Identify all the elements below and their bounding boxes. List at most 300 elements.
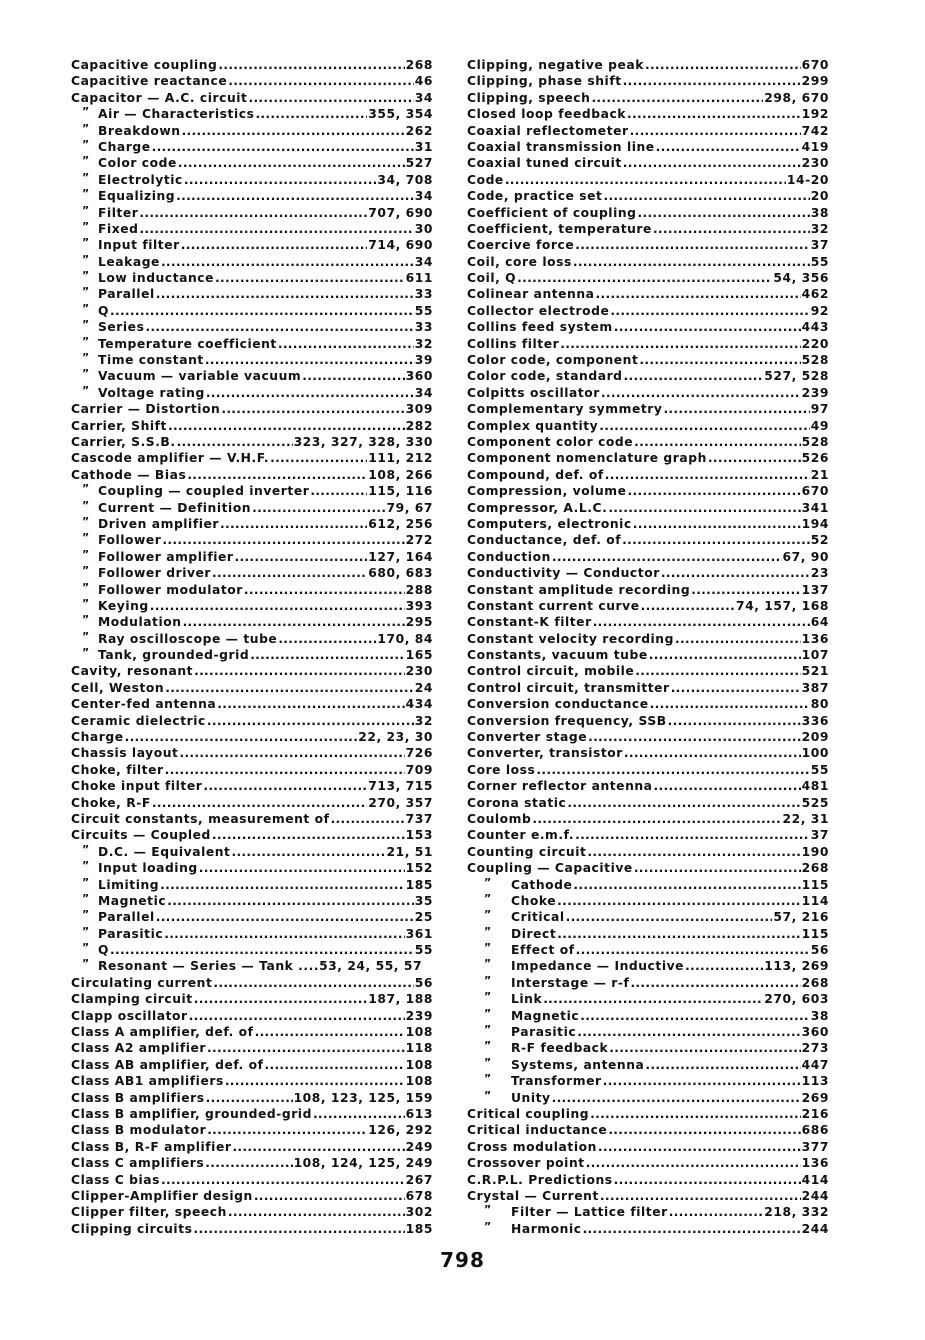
index-term: Capacitive coupling [71,58,218,72]
page-references: 194 [801,516,829,531]
page-references: 707, 690 [368,205,433,220]
page-references: 108 [405,1057,433,1072]
dot-leader [630,123,801,139]
dot-leader [557,893,801,909]
index-term: C.R.P.L. Predictions [467,1172,613,1187]
dot-leader [252,500,385,516]
page-references: 33 [414,320,433,335]
dot-leader [265,1057,405,1073]
index-term: ” Temperature coefficient [90,336,277,352]
page-references: 239 [405,1008,433,1023]
dot-leader [207,1122,367,1138]
index-entry [71,975,433,991]
index-entry [71,434,433,450]
index-term: Class A amplifier, def. of [71,1025,254,1040]
page-references: 114 [801,893,829,908]
page-references: 20 [810,189,829,204]
dot-leader [110,303,414,319]
page-references: 218, 332 [764,1205,829,1220]
page-references: 447 [801,1057,829,1072]
page-references: 74, 157, 168 [736,598,829,613]
index-entry [71,598,433,614]
dot-leader [653,221,810,237]
index-term: Capacitive reactance [71,74,228,89]
index-entry [467,663,829,679]
index-term: Carrier, S.S.B. [71,434,176,449]
index-entry [467,811,829,827]
index-term: Choke, R-F [71,795,151,810]
dot-leader [685,958,763,974]
index-term: Capacitor — A.C. circuit [71,90,248,105]
index-term: Clipping, phase shift [467,74,622,89]
index-entry [467,1204,829,1220]
index-entry [71,1172,433,1188]
index-entry [71,483,433,499]
dot-leader [623,155,801,171]
dot-leader [624,368,764,384]
index-entry [467,1188,829,1204]
index-entry [467,319,829,335]
dot-leader [505,172,786,188]
index-term: Compressor, A.L.C. [467,500,608,515]
index-entry [467,172,829,188]
index-entry [71,942,433,958]
dot-leader [207,713,414,729]
dot-leader [125,729,358,745]
index-term: Compound, def. of [467,467,604,482]
index-term: Coefficient, temperature [467,221,652,236]
index-term: Conductance, def. of [467,533,622,548]
dot-leader [139,221,413,237]
page-references: 192 [801,107,829,122]
index-entry [467,57,829,73]
index-term: ” Series [90,319,144,335]
dot-leader [552,1090,801,1106]
page-references: 34, 708 [377,172,433,187]
dot-leader [228,1204,405,1220]
index-entry [71,795,433,811]
page-references: 268 [405,58,433,72]
dot-leader [605,467,810,483]
index-entry [71,745,433,761]
page-references: 137 [801,582,829,597]
index-entry [71,631,433,647]
page-references: 323, 327, 328, 330 [293,434,433,449]
index-term: ” Follower amplifier [90,549,234,565]
dot-leader [278,336,414,352]
index-term: ” Cathode [484,877,572,893]
index-term: ” Air — Characteristics [90,106,254,122]
dot-leader [255,1024,405,1040]
index-term: Constants, vacuum tube [467,648,648,663]
index-entry [71,614,433,630]
dot-leader [601,385,801,401]
page-references: 107 [801,648,829,663]
page-references: 230 [801,156,829,171]
dot-leader [218,57,404,73]
index-term: Class B amplifiers [71,1090,205,1105]
page-references: 272 [405,533,433,548]
index-term: Constant current curve [467,598,640,613]
index-entry [71,1040,433,1056]
dot-leader [603,1073,801,1089]
index-term: Crystal — Current [467,1188,599,1203]
page-references: 37 [810,828,829,843]
dot-leader [577,1024,800,1040]
page-references: 118 [405,1041,433,1056]
page-references: 55 [414,943,433,958]
index-term: Class AB amplifier, def. of [71,1057,264,1072]
index-term: Coaxial transmission line [467,139,655,154]
dot-leader [152,795,367,811]
index-term: ” Magnetic [90,893,166,909]
index-term: Coaxial tuned circuit [467,156,622,171]
page-references: 25 [414,910,433,925]
page-references: 377 [801,1139,829,1154]
index-term: ” Systems, antenna [484,1057,644,1073]
index-term: Complex quantity [467,418,599,433]
page-references: 613 [405,1107,433,1121]
page-references: 32 [810,221,829,236]
index-entry [71,926,433,942]
page-references: 22, 23, 30 [358,730,433,745]
index-term: Clapp oscillator [71,1008,188,1023]
index-term: Converter, transistor [467,746,623,761]
page-references: 361 [405,926,433,941]
dot-leader [194,991,368,1007]
page-references: 270, 603 [764,992,829,1007]
index-entry [467,270,829,286]
dot-leader [235,549,368,565]
index-term: Constant amplitude recording [467,582,691,597]
page-references: 57, 216 [773,910,829,925]
dot-leader [161,1172,405,1188]
index-term: ” D.C. — Equivalent [90,844,230,860]
index-term: ” Interstage — r-f [484,975,629,991]
dot-leader [160,877,405,893]
dot-leader [177,434,293,450]
dot-leader [205,1155,292,1171]
dot-leader [165,680,414,696]
index-entry [467,1024,829,1040]
page-references: 336 [801,713,829,728]
dot-leader [669,1204,764,1220]
page-references: 230 [405,664,433,679]
page-references: 32 [414,336,433,351]
index-term: Clipping circuits [71,1221,193,1236]
index-entry [467,221,829,237]
index-entry [71,582,433,598]
dot-leader [181,237,368,253]
dot-leader [661,565,810,581]
page-references: 299 [801,74,829,89]
page-references: 611 [405,271,433,286]
index-entry [467,188,829,204]
index-term: ” Q [90,942,109,958]
index-term: ” Electrolytic [90,172,183,188]
index-entry [71,401,433,417]
index-term: Cavity, resonant [71,664,194,679]
dot-leader [587,844,800,860]
dot-leader [215,270,405,286]
page-references: 49 [810,418,829,433]
index-term: Constant-K filter [467,615,592,630]
page-references: 33 [414,287,433,302]
dot-leader [110,942,414,958]
page-references: 34 [414,189,433,204]
index-entry [71,860,433,876]
page-references: 136 [801,1156,829,1171]
index-entry [467,73,829,89]
page-references: 244 [801,1221,829,1236]
index-term: ” Parasitic [90,926,163,942]
page-references: 341 [801,500,829,515]
page-references: 108 [405,1025,433,1040]
index-entry [467,778,829,794]
index-entry [467,336,829,352]
page-references: 270, 357 [368,795,433,810]
index-term: ” Critical [484,909,565,925]
index-entry [71,1204,433,1220]
page-references: 185 [405,877,433,892]
page-references: 23 [810,566,829,581]
index-entry [467,418,829,434]
index-entry [71,909,433,925]
dot-leader [575,237,810,253]
index-entry [467,598,829,614]
index-term: ” Equalizing [90,188,175,204]
index-entry [71,647,433,663]
index-entry [71,549,433,565]
page-references: 360 [405,369,433,384]
index-term: ” Keying [90,598,149,614]
page-references: 35 [414,893,433,908]
index-entry [71,1057,433,1073]
page-references: 298, 670 [764,90,829,105]
index-term: Colpitts oscillator [467,385,600,400]
dot-leader [150,598,405,614]
index-entry [467,385,829,401]
dot-leader [278,631,376,647]
dot-leader [641,598,735,614]
index-entry [71,877,433,893]
page-references: 37 [810,238,829,253]
dot-leader [645,1057,800,1073]
index-entry [71,516,433,532]
page-references: 526 [801,451,829,466]
index-term: Converter stage [467,730,588,745]
index-term: Clipper filter, speech [71,1205,227,1220]
index-entry [467,1122,829,1138]
page-references: 521 [801,664,829,679]
dot-leader [543,991,763,1007]
dot-leader [576,942,810,958]
page-references: 393 [405,598,433,613]
page-references: 726 [405,746,433,761]
dot-leader [622,532,810,548]
index-term: Collins feed system [467,320,613,335]
index-term: Conduction [467,549,551,564]
index-entry [467,975,829,991]
dot-leader [194,1221,405,1237]
index-term: Color code, component [467,353,639,368]
index-entry [71,778,433,794]
index-term: Corona static [467,795,567,810]
index-term: Counting circuit [467,844,587,859]
index-term: Color code, standard [467,369,623,384]
index-term: Class A2 amplifier [71,1041,207,1056]
dot-leader [650,696,810,712]
page-references: 108, 124, 125, 249 [293,1156,433,1171]
page-references: 443 [801,320,829,335]
index-entry [467,123,829,139]
page-references: 21, 51 [386,844,433,859]
index-entry [467,844,829,860]
page-references: 481 [801,779,829,794]
dot-leader [145,319,413,335]
index-entry [467,500,829,516]
page-references: 527, 528 [764,369,829,384]
index-term: Computers, electronic [467,516,632,531]
index-entry [467,614,829,630]
dot-leader [194,663,405,679]
index-entry [467,401,829,417]
index-entry [71,368,433,384]
page-references: 387 [801,680,829,695]
index-entry [467,237,829,253]
dot-leader [654,778,801,794]
index-term: Class C amplifiers [71,1156,205,1171]
index-entry [71,991,433,1007]
dot-leader [331,811,405,827]
index-entry [467,106,829,122]
page-references: 24 [414,680,433,695]
index-entry [71,352,433,368]
dot-leader [598,1139,801,1155]
page-references: 527 [405,156,433,171]
dot-leader [588,729,801,745]
index-entry [71,336,433,352]
index-term: Component nomenclature graph [467,451,707,466]
index-term: Coercive force [467,238,575,253]
dot-leader [179,745,404,761]
dot-leader [635,663,800,679]
index-term: Counter e.m.f. [467,828,575,843]
index-entry [71,1106,433,1122]
page-references: 39 [414,353,433,368]
page-references: 360 [801,1025,829,1040]
page-references: 34 [414,385,433,400]
dot-leader [668,713,801,729]
index-column-right [467,57,829,1237]
dot-leader [614,1172,801,1188]
dot-leader [199,860,405,876]
dot-leader [164,926,404,942]
dot-leader [228,73,414,89]
page-references: 153 [405,828,433,843]
dot-leader [575,827,810,843]
page-references: 239 [801,385,829,400]
dot-leader [187,467,367,483]
index-entry [71,827,433,843]
index-term: ” Leakage [90,254,160,270]
page-references: 462 [801,287,829,302]
page-references: 190 [801,844,829,859]
index-term: ” Tank, grounded-grid [90,647,249,663]
index-entry [467,254,829,270]
page-references: 67, 90 [782,549,829,564]
index-entry [467,1090,829,1106]
dot-leader [557,926,800,942]
index-term: ” Parasitic [484,1024,576,1040]
page-references: 525 [801,795,829,810]
page-references: 295 [405,615,433,630]
index-term: ” Q [90,303,109,319]
index-entry [71,270,433,286]
dot-leader [675,631,801,647]
index-entry [71,385,433,401]
page-references: 268 [801,975,829,990]
dot-leader [599,418,810,434]
index-entry [71,696,433,712]
index-entry [467,90,829,106]
index-entry [71,172,433,188]
index-entry [467,713,829,729]
page-references: 111, 212 [368,451,433,466]
page-references: 46 [414,74,433,89]
dot-leader [656,139,801,155]
dot-leader [608,1122,800,1138]
dot-leader [221,401,404,417]
dot-leader [220,516,367,532]
index-term: Class C bias [71,1172,160,1187]
dot-leader [536,762,809,778]
index-term: ” Follower [90,532,161,548]
index-entry [71,1008,433,1024]
index-term: ” Modulation [90,614,182,630]
page-references: 14-20 [786,172,829,187]
index-entry [71,205,433,221]
dot-leader [183,614,405,630]
dot-leader [596,286,801,302]
index-entry [71,680,433,696]
page-references: 288 [405,582,433,597]
dot-leader [244,582,405,598]
index-term: ” Current — Definition [90,500,251,516]
index-term: ” Follower driver [90,565,211,581]
dot-leader [580,1008,810,1024]
index-entry [467,631,829,647]
index-term: ” Link [484,991,542,1007]
index-term: Class B amplifier, grounded-grid [71,1107,312,1121]
page-references: 709 [405,762,433,777]
index-term: Closed loop feedback [467,107,627,122]
index-entry [467,450,829,466]
index-entry [467,303,829,319]
page-references: 209 [801,730,829,745]
dot-leader [232,1139,404,1155]
index-entry [71,418,433,434]
page-references: 216 [801,1107,829,1121]
page-references: 269 [801,1090,829,1105]
dot-leader [162,532,404,548]
dot-leader [165,762,405,778]
index-term: Component color code [467,434,634,449]
index-term: Coefficient of coupling [467,205,637,220]
page-references: 713, 715 [368,779,433,794]
index-term: Corner reflector antenna [467,779,653,794]
dot-leader [161,254,414,270]
